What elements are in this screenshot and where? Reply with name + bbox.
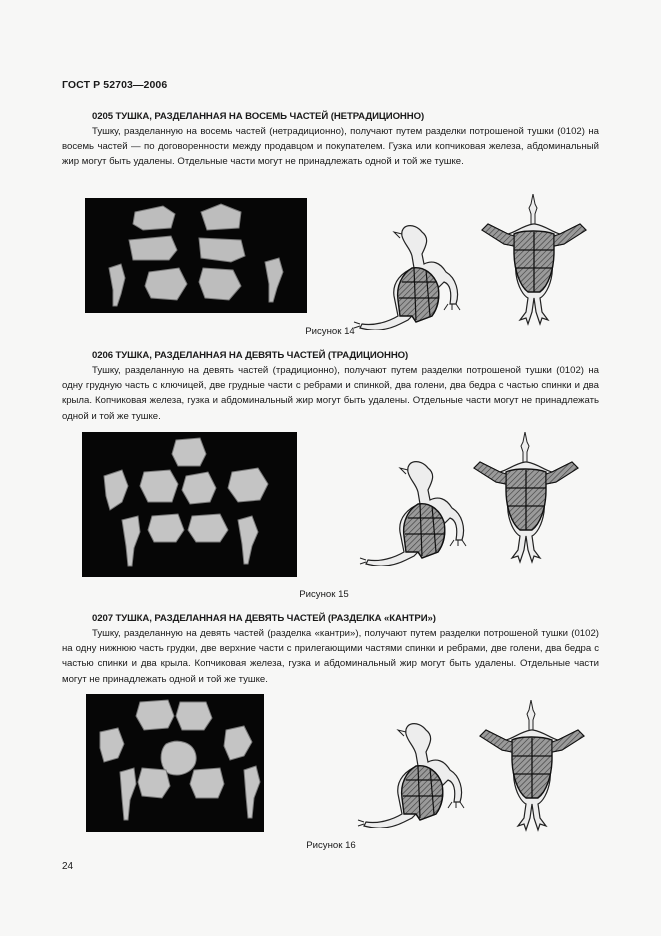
figure-16-side-diagram — [356, 710, 466, 833]
figure-14-front-diagram — [478, 194, 588, 331]
section-title: 0206 ТУШКА, РАЗДЕЛАННАЯ НА ДЕВЯТЬ ЧАСТЕЙ (ТРАДИЦИОННО) — [92, 350, 409, 361]
figure-14-side-diagram — [352, 212, 462, 335]
figure-16-caption: Рисунок 16 — [306, 840, 356, 851]
section-0205 — [62, 111, 599, 170]
figure-14-caption: Рисунок 14 — [305, 326, 355, 337]
figure-16-front-diagram — [476, 700, 586, 837]
document-header: ГОСТ Р 52703—2006 — [62, 79, 168, 91]
section-title: 0205 ТУШКА, РАЗДЕЛАННАЯ НА ВОСЕМЬ ЧАСТЕЙ (НЕТРАДИЦИОННО) — [92, 111, 425, 122]
section-body: Тушку, разделанную на девять частей (разделка «кантри»), получают путем разделки потрошеной тушки (0102) на одну нижнюю часть грудки, две верхние части с прилегающими частями спинки и ребрами, две голени, два бедра с частью спинки и два крыла. Копчиковая железа, гузка и абдоминальный жир могут быть удалены. Отдельные части могут не принадлежать одной и той же тушке. — [62, 628, 599, 685]
figure-15-side-diagram — [358, 448, 468, 571]
section-title: 0207 ТУШКА, РАЗДЕЛАННАЯ НА ДЕВЯТЬ ЧАСТЕЙ (РАЗДЕЛКА «КАНТРИ») — [92, 613, 436, 624]
section-body: Тушку, разделанную на восемь частей (нетрадиционно), получают путем разделки потрошеной тушки (0102) на восемь частей — по договоренности между продавцом и покупателем. Гузка или копчиковая железа, абдоминальный жир могут быть удалены. Отдельные части могут не принадлежать одной и той же тушке. — [62, 126, 599, 168]
section-0207 — [62, 613, 599, 687]
section-body: Тушку, разделанную на девять частей (традиционно), получают путем разделки потрошеной тушки (0102) на одну грудную часть с ключицей, две грудные части с ребрами и спинкой, два голени, два бедра с частью спинки и два крыла. Копчиковая железа, гузка и абдоминальный жир могут быть удалены. Отдельные части могут не принадлежать одной и той же тушке. — [62, 365, 599, 422]
figure-15-photo — [82, 432, 297, 577]
figure-14-photo — [85, 198, 307, 313]
page-number: 24 — [62, 861, 74, 872]
section-0206 — [62, 350, 599, 424]
figure-15-front-diagram — [470, 432, 580, 569]
figure-15-caption: Рисунок 15 — [299, 589, 349, 600]
figure-16-photo — [86, 694, 264, 832]
